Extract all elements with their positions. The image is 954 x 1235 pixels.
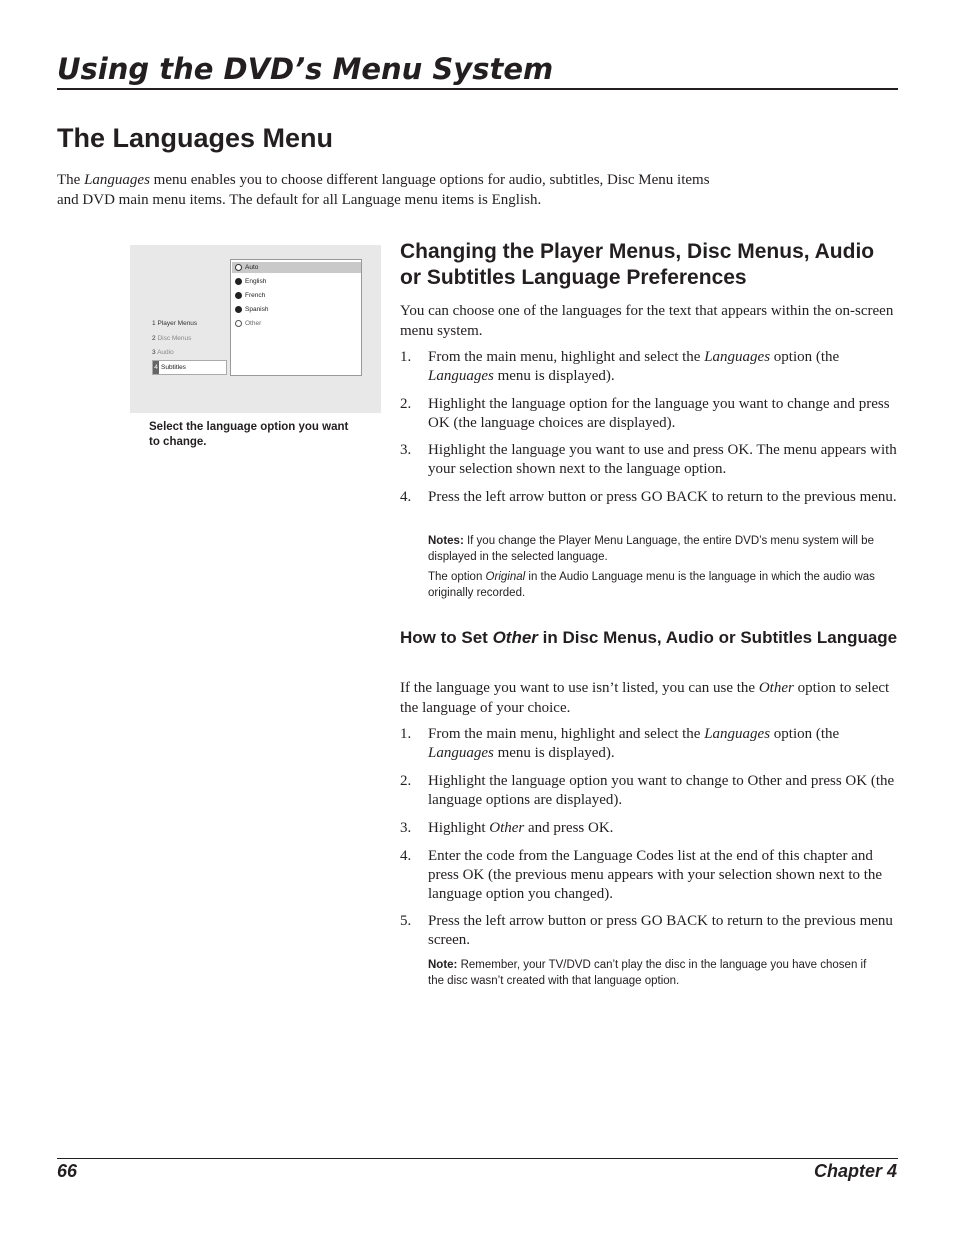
page-number: 66 [57,1161,78,1181]
figure-menu-item-player-menus: 1 Player Menus [152,320,198,327]
radio-icon [235,278,242,285]
section1-note: Notes: If you change the Player Menu Language, the entire DVD’s menu system will be displayed in the selected language. [428,535,874,563]
figure-option-french: French [234,290,265,301]
radio-icon [235,320,242,327]
intro-paragraph: The Languages menu enables you to choose different language options for audio, subtitles, Disc Menu items and DVD main menu items. The default for all Language menu items is English. [57,172,710,208]
languages-menu-screen-figure [130,245,381,413]
footer-rule [57,1158,898,1159]
figure-menu-item-disc-menus: 2 Disc Menus [152,335,192,342]
header-rule [57,88,898,90]
chapter-title: Using the DVD’s Menu System [57,52,554,86]
section2-paragraph: If the language you want to use isn’t listed, you can use the Other option to select the language of your choice. [400,680,890,716]
section1-paragraph: You can choose one of the languages for the text that appears within the on-screen menu system. [400,303,894,339]
radio-icon [235,306,242,313]
section-title: The Languages Menu [57,123,334,153]
figure-option-auto: Auto [232,262,361,273]
chapter-label: Chapter 4 [813,1161,897,1181]
figure-menu-item-subtitles: 4 Subtitles [152,360,227,375]
figure-menu-item-audio: 3 Audio [152,349,174,356]
figure-options-panel [230,259,362,376]
section2-heading: How to Set Other in Disc Menus, Audio or Subtitles Language [400,628,898,647]
figure-caption: Select the language option you want to change. [149,421,349,448]
radio-icon [235,264,242,271]
section1-note-original: The option Original in the Audio Language menu is the language in which the audio was originally recorded. [428,571,875,599]
figure-option-other: Other [234,318,261,329]
section2-note: Note: Remember, your TV/DVD can’t play the disc in the language you have chosen if the disc wasn’t created with that language option. [428,959,867,987]
figure-option-english: English [234,276,266,287]
section1-heading: Changing the Player Menus, Disc Menus, Audio or Subtitles Language Preferences [400,240,875,289]
radio-icon [235,292,242,299]
figure-option-spanish: Spanish [234,304,269,315]
